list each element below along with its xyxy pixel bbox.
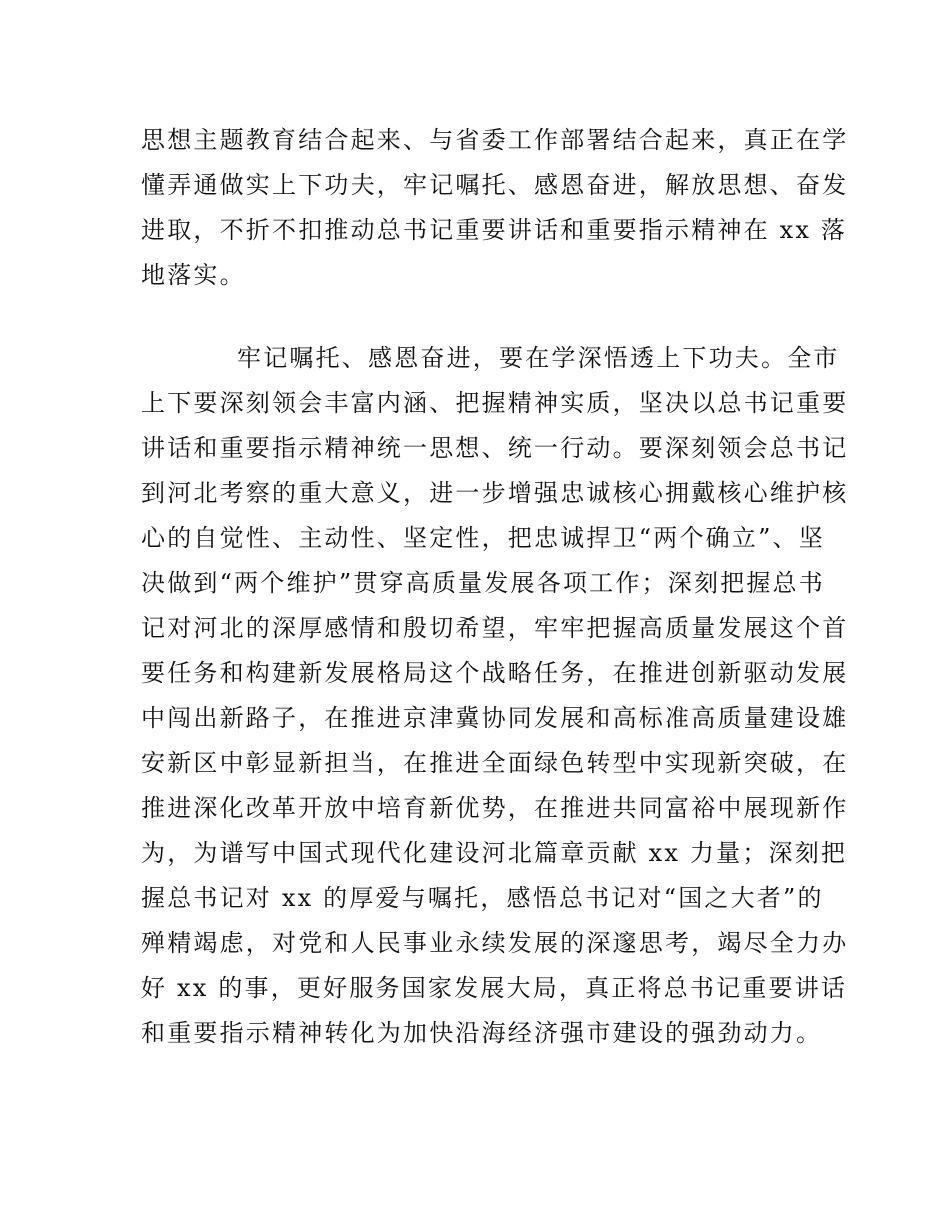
paragraph-2-line: 决做到“两个维护”贯穿高质量发展各项工作；深刻把握总书 xyxy=(141,569,825,597)
paragraph-2 xyxy=(141,336,849,1056)
paragraph-2-line: 安新区中彰显新担当，在推进全面绿色转型中实现新突破，在 xyxy=(141,749,849,777)
paragraph-1-line: 进取，不折不扣推动总书记重要讲话和重要指示精神在 xx 落 xyxy=(141,216,848,244)
paragraph-2-line: 殚精竭虑，对党和人民事业永续发展的深邃思考，竭尽全力办 xyxy=(141,929,849,957)
paragraph-2-line: 中闯出新路子，在推进京津冀协同发展和高标准高质量建设雄 xyxy=(141,704,849,732)
paragraph-2-line: 讲话和重要指示精神统一思想、统一行动。要深刻领会总书记 xyxy=(141,434,849,462)
paragraph-2-line: 心的自觉性、主动性、坚定性，把忠诚捍卫“两个确立”、坚 xyxy=(141,524,825,552)
paragraph-2-line: 为，为谱写中国式现代化建设河北篇章贡献 xx 力量；深刻把 xyxy=(141,839,848,867)
paragraph-1-line: 懂弄通做实上下功夫，牢记嘱托、感恩奋进，解放思想、奋发 xyxy=(141,171,849,199)
paragraph-2-line: 要任务和构建新发展格局这个战略任务，在推进创新驱动发展 xyxy=(141,659,849,687)
paragraph-2-line: 好 xx 的事，更好服务国家发展大局，真正将总书记重要讲话 xyxy=(141,974,848,1002)
paragraph-2-line: 牢记嘱托、感恩奋进，要在学深悟透上下功夫。全市 xyxy=(237,344,840,372)
paragraph-1-line: 思想主题教育结合起来、与省委工作部署结合起来，真正在学 xyxy=(141,126,849,154)
paragraph-1 xyxy=(141,118,849,298)
paragraph-2-line: 和重要指示精神转化为加快沿海经济强市建设的强劲动力。 xyxy=(141,1019,823,1047)
paragraph-1-line: 地落实。 xyxy=(141,261,246,289)
paragraph-2-line: 上下要深刻领会丰富内涵、把握精神实质，坚决以总书记重要 xyxy=(141,389,849,417)
paragraph-2-line: 握总书记对 xx 的厚爱与嘱托，感悟总书记对“国之大者”的 xyxy=(141,884,824,912)
paragraph-2-line: 记对河北的深厚感情和殷切希望，牢牢把握高质量发展这个首 xyxy=(141,614,849,642)
paragraph-2-line: 推进深化改革开放中培育新优势，在推进共同富裕中展现新作 xyxy=(141,794,849,822)
paragraph-2-line: 到河北考察的重大意义，进一步增强忠诚核心拥戴核心维护核 xyxy=(141,479,849,507)
